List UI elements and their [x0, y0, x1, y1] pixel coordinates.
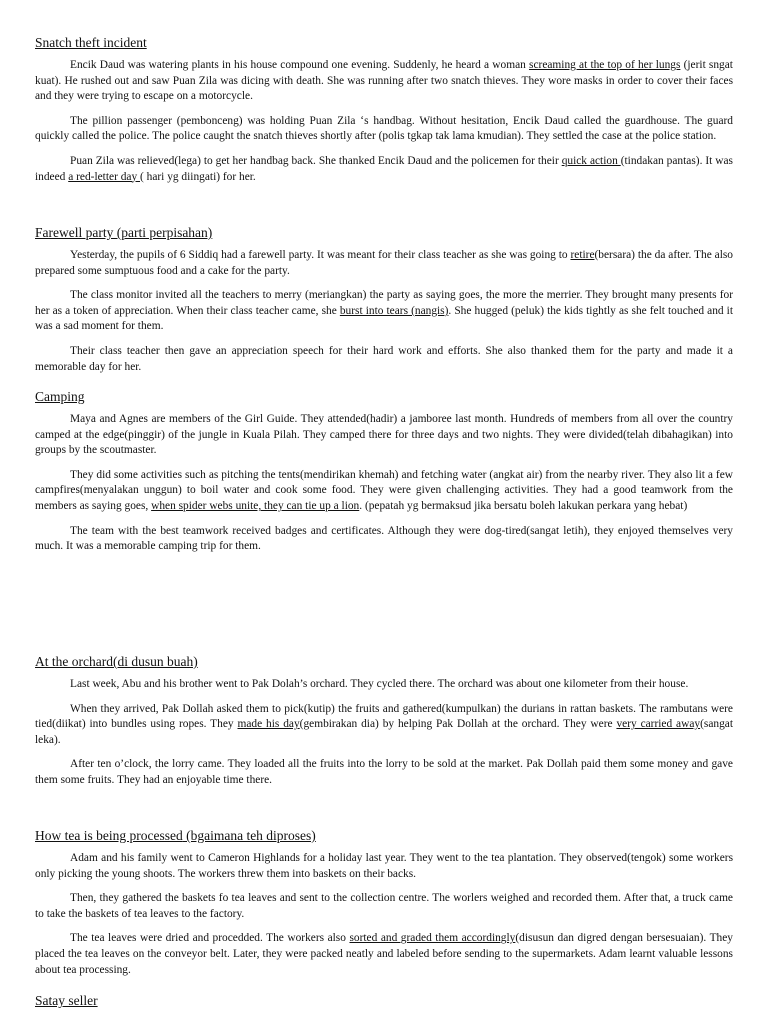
paragraph: The tea leaves were dried and procedded. The workers also sorted and graded them accordingly(disusun dan digred dengan bersesuaian). They placed the tea leaves on the conveyor belt. Later, they were packed neatly and labeled before sending to the supermarkets. Adam learnt valuable lessons about tea processing.: [35, 932, 733, 976]
paragraph: When they arrived, Pak Dollah asked them to pick(kutip) the fruits and gathered(kumpulkan) the durians in rattan baskets. The rambutans were tied(diikat) into bundles using ropes. They made his day(gembirakan dia) by helping Pak Dollah at the orchard. They were very carried away(sangat leka).: [35, 702, 734, 746]
paragraph: The team with the best teamwork received badges and certificates. Although they were dog-tired(sangat letih), they enjoyed themselves very much. It was a memorable camping trip for them.: [35, 524, 733, 553]
underlined-phrase: when spider webs unite, they can tie up a lion: [151, 499, 360, 512]
section-title: Snatch theft incident: [35, 35, 147, 50]
paragraph: The class monitor invited all the teachers to merry (meriangkan) the party as saying goes, the more the merrier. They brought many presents for her as a token of appreciation. When their class teacher came, she burst into tears (nangis). She hugged (peluk) the kids tightly as she felt touched and it was a sad moment for them.: [35, 289, 733, 333]
section-title-main: How tea is being processed: [35, 828, 183, 843]
underlined-phrase: very carried away: [616, 718, 701, 731]
paragraph: Then, they gathered the baskets fo tea leaves and sent to the collection centre. The worlers weighed and recorded them. After that, a truck came to take the baskets of tea leaves to the factory.: [35, 892, 733, 920]
underlined-phrase: screaming at the top of her lungs: [529, 59, 681, 71]
section-title: Farewell party (parti perpisahan): [35, 225, 213, 240]
paragraph: Last week, Abu and his brother went to Pak Dolah’s orchard. They cycled there. The orchard was about one kilometer from their house.: [70, 678, 689, 690]
section-title: [35, 828, 733, 844]
underlined-phrase: sorted and graded them accordingly: [349, 932, 516, 945]
paragraph: The pillion passenger (pembonceng) was holding Puan Zila ‘s handbag. Without hesitation, Encik Daud called the guardhouse. The guard quickly called the police. The police caught the snatch thieves shortly after (polis tgkap tak lama kmudian). They settled the case at the police station.: [35, 114, 733, 143]
section-title-suffix: (bgaimana teh diproses): [182, 828, 316, 843]
paragraph: After ten o’clock, the lorry came. They loaded all the fruits into the lorry to be sold at the market. Pak Dollah paid them some money and gave them some fruits. They had an enjoyable time there.: [35, 758, 733, 786]
section-farewell-party: [35, 225, 733, 384]
paragraph: Adam and his family went to Cameron Highlands for a holiday last year. They went to the tea plantation. They observed(tengok) some workers only picking the young shoots. The workers threw them into baskets on their backs.: [35, 852, 733, 880]
section-tea-processing: [35, 828, 733, 987]
paragraph: Their class teacher then gave an appreciation speech for their hard work and efforts. She also thanked them for the party and made it a memorable day for her.: [35, 344, 733, 373]
section-orchard: [35, 654, 733, 798]
section-title: Camping: [35, 389, 85, 404]
underlined-phrase: made his day: [237, 718, 300, 731]
section-title: At the orchard(di dusun buah): [35, 654, 198, 669]
paragraph: Encik Daud was watering plants in his house compound one evening. Suddenly, he heard a woman screaming at the top of her lungs (jerit sngat kuat). He rushed out and saw Puan Zila was dicing with death. She was running after two snatch thieves. They wore masks in order to cover their faces and they were trying to escape on a motorcycle.: [35, 59, 733, 103]
paragraph: They did some activities such as pitching the tents(mendirikan khemah) and fetching water (angkat air) from the nearby river. They also lit a few campfires(menyalakan unggun) to boil water and cook some food. They were given challenging activities. They had a good teamwork from the members as saying goes, when spider webs unite, they can tie up a lion. (pepatah yg bermaksud jika bersatu boleh lakukan perkara yang hebat): [35, 468, 733, 512]
underlined-phrase: quick action: [561, 154, 621, 167]
section-camping: [35, 389, 733, 564]
section-snatch-theft: [35, 35, 733, 194]
section-satay-seller: [35, 993, 733, 1016]
underlined-phrase: a red-letter day: [68, 170, 140, 183]
paragraph: Puan Zila was relieved(lega) to get her handbag back. She thanked Encik Daud and the policemen for their quick action (tindakan pantas). It was indeed a red-letter day ( hari yg diingati) for her.: [35, 154, 733, 183]
underlined-phrase: retire: [570, 249, 595, 261]
section-title: Satay seller: [35, 993, 98, 1008]
underlined-phrase: burst into tears (nangis): [339, 304, 449, 317]
paragraph: Maya and Agnes are members of the Girl Guide. They attended(hadir) a jamboree last month. Hundreds of members from all over the country camped at the edge(pinggir) of the jungle in Kuala Pilah. They camped there for three days and two nights. They were divided(telah dibahagikan) into groups by the scoutmaster.: [35, 413, 733, 457]
paragraph: Yesterday, the pupils of 6 Siddiq had a farewell party. It was meant for their class teacher as she was going to retire(bersara) the da after. The also prepared some sumptuous food and a cake for the party.: [35, 249, 733, 277]
